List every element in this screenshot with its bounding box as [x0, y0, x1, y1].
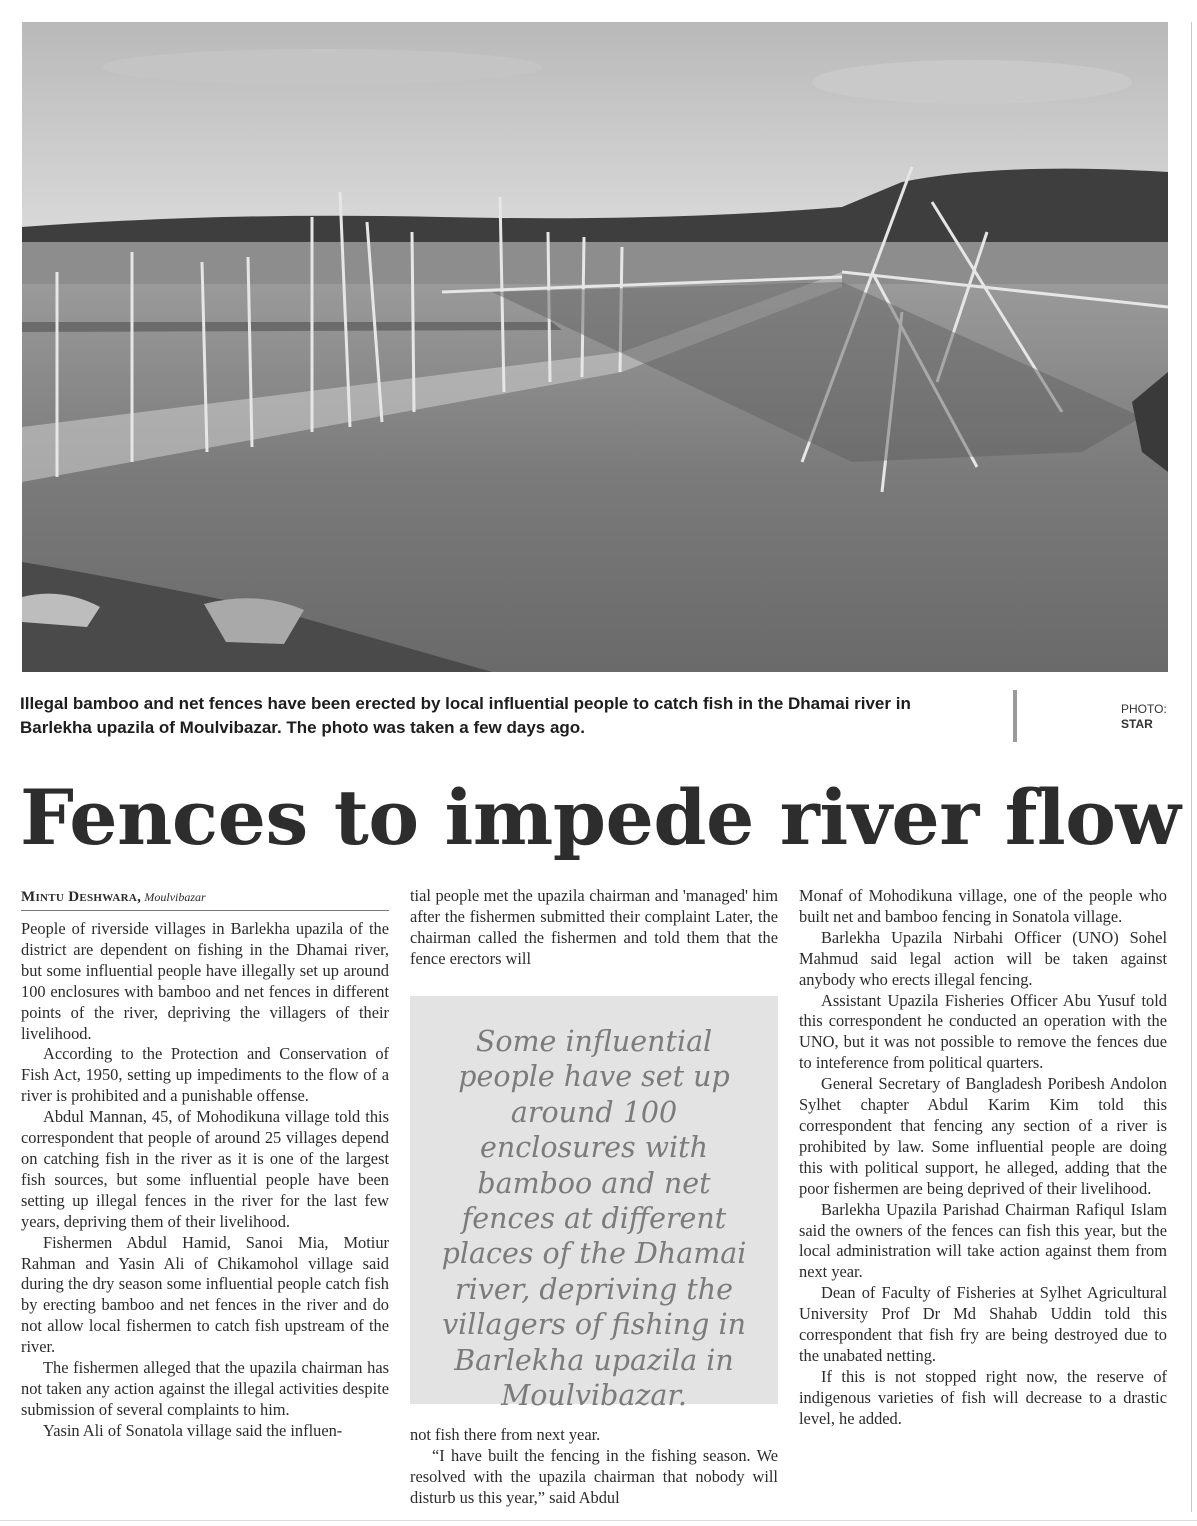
paragraph: According to the Protection and Conservation of Fish Act, 1950, setting up impediments to the flow of a river is prohibited and a punishable offense. [21, 1044, 389, 1106]
paragraph: not fish there from next year. [410, 1425, 601, 1444]
river-fence-photo [22, 22, 1168, 672]
paragraph: tial people met the upazila chairman and 'managed' him after the fishermen submitted their complaint Later, the chairman called the fishermen and told them that the fence erectors will [410, 886, 778, 968]
paragraph: Barlekha Upazila Nirbahi Officer (UNO) Sohel Mahmud said legal action will be taken against anybody who erects illegal fencing. [799, 927, 1167, 989]
paragraph: The fishermen alleged that the upazila chairman has not taken any action against the illegal activities despite submission of several complaints to him. [21, 1358, 389, 1419]
article-column-3 [799, 886, 1167, 1430]
paragraph: Assistant Upazila Fisheries Officer Abu Yusuf told this correspondent he conducted an operation with the UNO, but it was not possible to remove the fences due to inteference from political quarters. [799, 990, 1167, 1073]
photo-credit-source: STAR [1121, 717, 1153, 731]
caption-divider [1013, 690, 1017, 742]
page-bottom-rule [0, 1520, 1197, 1521]
paragraph: If this is not stopped right now, the reserve of indigenous varieties of fish will decrease to a drastic level, he added. [799, 1366, 1167, 1428]
article-column-2-top [410, 886, 778, 970]
pull-quote [410, 996, 778, 1413]
byline-location: Moulvibazar [144, 890, 206, 904]
paragraph: Barlekha Upazila Parishad Chairman Rafiqul Islam said the owners of the fences can fish this year, but the local administration will take action against them from next year. [799, 1199, 1167, 1282]
paragraph: Yasin Ali of Sonatola village said the influen- [43, 1420, 343, 1440]
paragraph: Dean of Faculty of Fisheries at Sylhet Agricultural University Prof Dr Md Shahab Uddin told this correspondent that fish fry are being destroyed due to the unabated netting. [799, 1283, 1167, 1365]
paragraph: Monaf of Mohodikuna village, one of the people who built net and bamboo fencing in Sonatola village. [799, 886, 1167, 926]
byline-author: Mintu Deshwara, [21, 889, 142, 905]
byline [21, 889, 389, 911]
headline: Fences to impede river flow [20, 773, 1181, 862]
paragraph: Fishermen Abdul Hamid, Sanoi Mia, Motiur Rahman and Yasin Ali of Chikamohol village said during the dry season some influential people catch fish by erecting bamboo and net fences in the river and do not allow local fishermen to catch fish upstream of the river. [21, 1232, 389, 1357]
photo-credit [1121, 702, 1167, 732]
pull-quote-text: Some influential people have set up around 100 enclosures with bamboo and net fences at different places of the Dhamai river, depriving the villagers of fishing in Barlekha upazila in Moulvibazar. [441, 1025, 747, 1413]
paragraph: “I have built the fencing in the fishing season. We resolved with the upazila chairman that nobody will disturb us this year,” said Abdul [410, 1445, 778, 1507]
page-edge-rule [1191, 22, 1192, 1512]
photo-caption: Illegal bamboo and net fences have been erected by local influential people to catch fish in the Dhamai river in Barlekha upazila of Moulvibazar. The photo was taken a few days ago. [20, 694, 911, 737]
paragraph: General Secretary of Bangladesh Poribesh Andolon Sylhet chapter Abdul Karim Kim told this correspondent that fencing any section of a river is prohibited by law. Some influential people are doing this with political support, he alleged, adding that the poor fishermen are being deprived of their livelihood. [799, 1074, 1167, 1198]
article-column-2-bottom [410, 1425, 778, 1509]
paragraph: Abdul Mannan, 45, of Mohodikuna village told this correspondent that people of around 25 villages depend on catching fish in the river as it is one of the largest fish sources, but some influential people have been setting up illegal fences in the river for the last few years, depriving them of their livelihood. [21, 1107, 389, 1231]
photo-credit-label: PHOTO: [1121, 702, 1167, 716]
news-photo [22, 22, 1168, 672]
article-column-1 [21, 919, 389, 1442]
paragraph: People of riverside villages in Barlekha upazila of the district are dependent on fishing in the Dhamai river, but some influential people have illegally set up around 100 enclosures with bamboo and net fences in different points of the river, depriving the villagers of their livelihood. [21, 919, 389, 1043]
